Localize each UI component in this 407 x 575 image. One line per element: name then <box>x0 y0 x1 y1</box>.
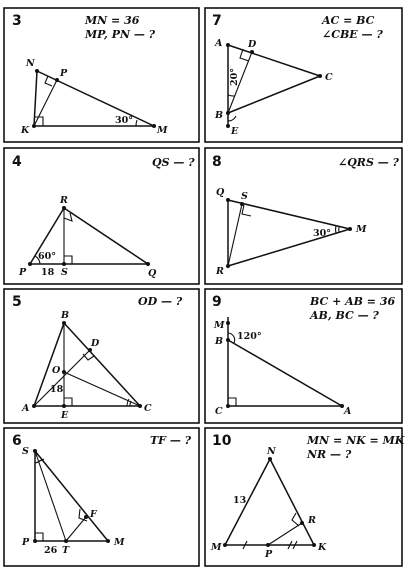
right-angle-mark-s <box>242 205 251 216</box>
angle-p-value: 60° <box>38 251 56 262</box>
label-n: N <box>267 446 276 457</box>
point-r <box>62 206 66 210</box>
point-c <box>318 74 322 78</box>
problem-3-cell <box>4 8 199 142</box>
problem-10-given-line-1: MN = NK = MK <box>307 434 405 447</box>
label-b: B <box>215 336 224 347</box>
label-c: C <box>325 72 333 83</box>
angle-arc-b-top <box>228 95 235 96</box>
problem-6-cell <box>4 428 199 566</box>
point-a <box>226 43 230 47</box>
point-m <box>223 543 227 547</box>
point-s <box>62 262 66 266</box>
point-p <box>33 539 37 543</box>
label-r: R <box>60 195 68 206</box>
right-angle-mark-r <box>64 213 72 221</box>
point-k <box>312 543 316 547</box>
label-q: Q <box>148 268 157 279</box>
point-f <box>84 515 88 519</box>
problem-5-border <box>4 289 199 423</box>
segment-st <box>35 451 66 541</box>
label-q: Q <box>216 187 225 198</box>
label-k: K <box>21 125 30 136</box>
problem-5-figure <box>21 310 152 421</box>
problem-3-given-line-1: MN = 36 <box>85 14 140 27</box>
label-m: M <box>356 224 367 235</box>
point-p <box>55 78 59 82</box>
problem-7-given-line-2: ∠CBE — ? <box>322 28 383 41</box>
point-b <box>226 111 230 115</box>
point-s <box>33 449 37 453</box>
problem-4-figure <box>18 195 157 279</box>
label-o: O <box>52 365 61 376</box>
angle-b-value: 20° <box>229 68 240 86</box>
point-b <box>62 321 66 325</box>
label-c: C <box>215 406 223 417</box>
label-n: N <box>26 58 35 69</box>
triangle-qmr <box>228 200 350 266</box>
segment-oe-value: 18 <box>50 384 64 395</box>
problem-4-cell <box>4 148 199 284</box>
segment-ps-value: 18 <box>41 267 55 278</box>
label-k: K <box>318 542 327 553</box>
point-c <box>226 404 230 408</box>
point-m <box>152 124 156 128</box>
altitude-rs <box>228 204 242 266</box>
problem-7-number: 7 <box>212 13 222 29</box>
problem-9-given-line-1: BC + AB = 36 <box>310 295 396 308</box>
point-b <box>226 338 230 342</box>
point-r <box>226 264 230 268</box>
point-s <box>240 202 244 206</box>
problem-8-given-line-1: ∠QRS — ? <box>338 156 399 169</box>
point-o <box>62 370 66 374</box>
problem-9-number: 9 <box>212 294 222 310</box>
label-b: B <box>215 110 224 121</box>
angle-arc-b-bottom <box>228 116 236 121</box>
point-m <box>348 227 352 231</box>
problem-10-number: 10 <box>212 433 232 449</box>
label-b: B <box>61 310 70 321</box>
problem-7-given-line-1: AC = BC <box>322 14 375 27</box>
point-a <box>32 404 36 408</box>
point-q <box>146 262 150 266</box>
problem-6-figure <box>21 446 125 556</box>
label-m: M <box>214 320 225 331</box>
segment-ba <box>228 340 342 406</box>
label-a: A <box>22 403 30 414</box>
problem-3-number: 3 <box>12 13 22 29</box>
label-r: R <box>308 515 316 526</box>
label-t: T <box>62 545 70 556</box>
point-n <box>35 69 39 73</box>
problem-3-given-line-2: MP, PN — ? <box>85 28 156 41</box>
label-p: P <box>265 549 273 560</box>
label-a: A <box>344 406 352 417</box>
angle-arc-m <box>136 120 137 126</box>
label-a: A <box>215 38 223 49</box>
point-q <box>226 198 230 202</box>
side-mn-value: 13 <box>233 495 247 506</box>
problem-6-given-line-1: TF — ? <box>150 434 192 447</box>
problem-10-cell <box>205 428 405 566</box>
label-s: S <box>61 267 68 278</box>
altitude-kp <box>34 80 57 126</box>
problem-9-figure <box>213 317 351 417</box>
problem-10-figure <box>210 446 327 560</box>
problem-5-number: 5 <box>12 294 22 310</box>
point-r <box>300 521 304 525</box>
problem-6-number: 6 <box>12 433 22 449</box>
point-t <box>64 539 68 543</box>
label-c: C <box>144 403 152 414</box>
problem-8-figure <box>215 187 367 277</box>
problem-9-given-line-2: AB, BC — ? <box>310 309 379 322</box>
label-e: E <box>61 410 69 421</box>
point-m <box>226 321 230 325</box>
point-p <box>266 543 270 547</box>
altitude-ad <box>34 350 90 406</box>
label-p: P <box>19 267 27 278</box>
label-p: P <box>22 537 30 548</box>
problem-9-cell <box>205 289 402 423</box>
triangle-nkm <box>34 71 154 126</box>
angle-m-value: 30° <box>115 115 133 126</box>
point-d <box>250 50 254 54</box>
angle-m-value: 30° <box>313 228 331 239</box>
label-s: S <box>22 446 29 457</box>
problem-4-given-line-1: QS — ? <box>152 156 195 169</box>
problem-8-number: 8 <box>212 154 222 170</box>
problem-10-given-line-2: NR — ? <box>307 448 352 461</box>
problem-4-number: 4 <box>12 154 22 170</box>
point-p <box>28 262 32 266</box>
problem-5-given-line-1: OD — ? <box>138 295 183 308</box>
perpendicular-tf <box>66 517 86 541</box>
label-d: D <box>248 39 257 50</box>
label-m: M <box>114 537 125 548</box>
point-e <box>62 404 66 408</box>
point-c <box>138 404 142 408</box>
point-k <box>32 124 36 128</box>
problem-5-cell <box>4 289 199 423</box>
label-d: D <box>91 338 100 349</box>
problem-7-cell <box>205 8 402 142</box>
label-m: M <box>157 125 168 136</box>
label-e: E <box>231 126 239 137</box>
segment-pt-value: 26 <box>44 545 58 556</box>
point-n <box>268 457 272 461</box>
problem-6-border <box>4 428 199 566</box>
point-m <box>106 539 110 543</box>
label-r: R <box>216 266 224 277</box>
problem-3-figure <box>20 58 168 136</box>
label-m: M <box>211 542 222 553</box>
label-p: P <box>60 68 68 79</box>
label-f: F <box>90 509 97 520</box>
label-s: S <box>241 191 248 202</box>
point-e <box>226 124 230 128</box>
problem-7-figure <box>214 38 333 137</box>
angle-b-value: 120° <box>237 331 262 342</box>
problem-8-cell <box>205 148 402 284</box>
triangle-spm <box>35 451 108 541</box>
